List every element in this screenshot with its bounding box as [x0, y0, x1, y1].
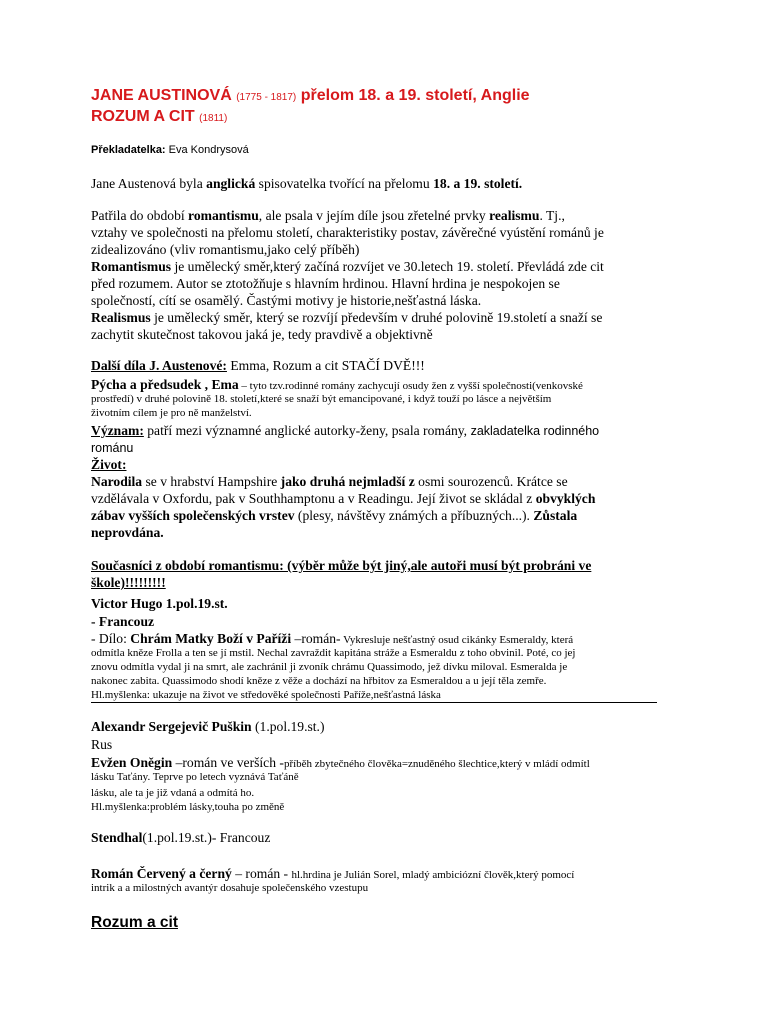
translator-label: Překladatelka: — [91, 144, 166, 156]
rom-bold: realismu — [489, 208, 540, 223]
divider-line — [91, 702, 657, 703]
hugo-work-title: Chrám Matky Boží v Paříži — [130, 631, 292, 646]
intro-text-2: spisovatelka tvořící na přelomu — [258, 176, 430, 191]
rom-text: . Tj., — [539, 208, 565, 223]
author-years: (1775 - 1817) — [236, 92, 297, 103]
rom-line-3: zidealizováno (vliv romantismu,jako celý příběh) — [91, 242, 360, 257]
rom-text: je umělecký směr, který se rozvíjí především v druhé polovině 19.století a snaží se — [150, 310, 603, 325]
rom-line-8: zachytit skutečnost takovou jaká je, tedy pravdivě a objektivně — [91, 327, 433, 342]
onegin-line-1 — [91, 754, 590, 772]
intro-text: Jane Austenová byla — [91, 176, 203, 191]
rom-line-1 — [91, 208, 565, 224]
hugo-line-3: znovu odmítla vydal ji na smrt, ale zachránil ji zvoník chrámu Quassimodo, jež dívku miloval. Esmeralda je — [91, 661, 568, 673]
translator-name: Eva Kondrysová — [168, 144, 249, 156]
zivot-line-1 — [91, 474, 568, 490]
zivot-text: (plesy, návštěvy známých a příbuzných...). — [294, 508, 534, 523]
stendhal-name: Stendhal — [91, 830, 143, 845]
period: přelom 18. a 19. století, Anglie — [300, 87, 530, 104]
intro-bold: anglická — [206, 176, 256, 191]
pycha-line-2: prostředí) v druhé polovině 18. století,které se snaží být emancipované, i když touží po lásce a největším — [91, 393, 552, 405]
puskin-name: Alexandr Sergejevič Puškin — [91, 719, 252, 734]
onegin-line-4: Hl.myšlenka:problém lásky,touha po změně — [91, 801, 285, 813]
puskin-years: (1.pol.19.st.) — [251, 719, 325, 734]
stendhal-line — [91, 830, 270, 846]
realismus-term: Realismus — [91, 310, 151, 325]
rom-line-4 — [91, 259, 604, 275]
vyznam-text-sans: zakladatelka rodinného — [467, 424, 600, 438]
zivot-text: osmi sourozenců. Krátce se — [414, 474, 568, 489]
vyznam-label: Význam: — [91, 423, 144, 438]
hugo-nationality: - Francouz — [91, 614, 155, 629]
zivot-bold: Zůstala — [533, 508, 578, 523]
onegin-title: Evžen Oněgin — [91, 755, 173, 770]
puskin-line — [91, 719, 324, 735]
vyznam-line-2: románu — [91, 441, 134, 455]
pycha-text: – tyto tzv.rodinné romány zachycují osudy žen z vyšší společnosti(venkovské — [238, 380, 583, 392]
pycha-line-3: životním cílem je pro ně manželství. — [91, 407, 252, 419]
book-title-line — [91, 108, 227, 126]
title-line — [91, 87, 530, 105]
rom-text: je umělecký směr,který začíná rozvíjet ve 30.letech 19. století. Převládá zde cit — [171, 259, 604, 274]
romantismus-term: Romantismus — [91, 259, 172, 274]
pycha-title: Pýcha a předsudek , Ema — [91, 377, 239, 392]
pycha-line-1 — [91, 376, 583, 394]
roman-line-2: intrik a a milostných avantýr dosahuje společenského vzestupu — [91, 882, 369, 894]
zivot-bold: Narodila — [91, 474, 143, 489]
hugo-text: Vykresluje nešťastný osud cikánky Esmeraldy, která — [340, 634, 574, 646]
onegin-genre: –román ve verších - — [172, 755, 284, 770]
zivot-bold: jako druhá nejmladší z — [280, 474, 415, 489]
rom-bold: romantismu — [188, 208, 259, 223]
roman-line-1 — [91, 865, 574, 883]
translator-line — [91, 144, 249, 156]
hugo-line-2: odmítla kněze Frolla a ten se jí mstil. Nechal zavraždit kapitána stráže a Esmeraldu z toho obvinil. Poté, co jej — [91, 647, 576, 659]
vyznam-text: patří mezi významné anglické autorky-ženy, psala romány, — [143, 423, 468, 438]
roman-title: Román Červený a černý — [91, 866, 232, 881]
contemporaries-heading-1: Současníci z období romantismu: (výběr může být jiný,ale autoři musí být probráni ve — [91, 558, 592, 573]
zivot-bold: zábav vyšších společenských vrstev — [91, 508, 295, 523]
hugo-dilo-label: - Dílo: — [91, 631, 131, 646]
author-name: JANE AUSTINOVÁ — [91, 87, 232, 104]
rom-text: Patřila do období — [91, 208, 185, 223]
rom-text: , ale psala v jejím díle jsou zřetelné prvky — [258, 208, 486, 223]
hugo-line-5: Hl.myšlenka: ukazuje na život ve středověké společnosti Paříže,nešťastná láska — [91, 689, 441, 701]
rom-line-6: společností, cítí se osamělý. Častými motivy je historie,nešťastná láska. — [91, 293, 482, 308]
rom-line-5: před rozumem. Autor se ztotožňuje s hlavním hrdinou. Hlavní hrdina je nespokojen se — [91, 276, 560, 291]
hugo-genre: –román- — [291, 631, 341, 646]
works-line — [91, 358, 425, 374]
zivot-text: se v hrabství Hampshire — [142, 474, 281, 489]
stendhal-details: (1.pol.19.st.)- Francouz — [142, 830, 271, 845]
works-list: Emma, Rozum a cit STAČÍ DVĚ!!! — [226, 358, 425, 373]
zivot-text: vzdělávala v Oxfordu, pak v Southhamptonu a v Readingu. Její život se skládal z — [91, 491, 536, 506]
intro-bold-2: 18. a 19. století. — [433, 176, 523, 191]
section-heading: Rozum a cit — [91, 914, 178, 931]
hugo-work-line — [91, 630, 573, 648]
onegin-line-2: lásku Taťány. Teprve po letech vyznává Taťáně — [91, 771, 299, 783]
roman-genre: – román - — [231, 866, 292, 881]
zivot-line-4: neprovdána. — [91, 525, 164, 540]
zivot-label: Život: — [91, 457, 127, 472]
rom-line-7 — [91, 310, 602, 326]
works-label: Další díla J. Austenové: — [91, 358, 227, 373]
zivot-line-3 — [91, 508, 577, 524]
zivot-bold: obvyklých — [535, 491, 596, 506]
contemporaries-heading-2: škole)!!!!!!!!! — [91, 575, 166, 590]
roman-text: hl.hrdina je Julián Sorel, mladý ambiciózní člověk,který pomocí — [291, 869, 575, 881]
onegin-text: příběh zbytečného člověka=znuděného šlechtice,který v mládí odmítl — [283, 758, 590, 770]
zivot-line-2 — [91, 491, 595, 507]
book-title: ROZUM A CIT — [91, 108, 195, 125]
book-year: (1811) — [199, 113, 228, 124]
vyznam-line — [91, 423, 599, 439]
hugo-line-4: nakonec zabita. Quassimodo shodí kněze z věže a dochází na hřbitov za Esmeraldou a u její těla zemře. — [91, 675, 547, 687]
puskin-nationality: Rus — [91, 737, 113, 752]
rom-line-2: vztahy ve společnosti na přelomu století, charakteristiky postav, závěrečné vyústění románů je — [91, 225, 604, 240]
intro-paragraph — [91, 176, 522, 192]
hugo-name: Victor Hugo 1.pol.19.st. — [91, 596, 228, 611]
onegin-line-3: lásku, ale ta je již vdaná a odmítá ho. — [91, 787, 255, 799]
